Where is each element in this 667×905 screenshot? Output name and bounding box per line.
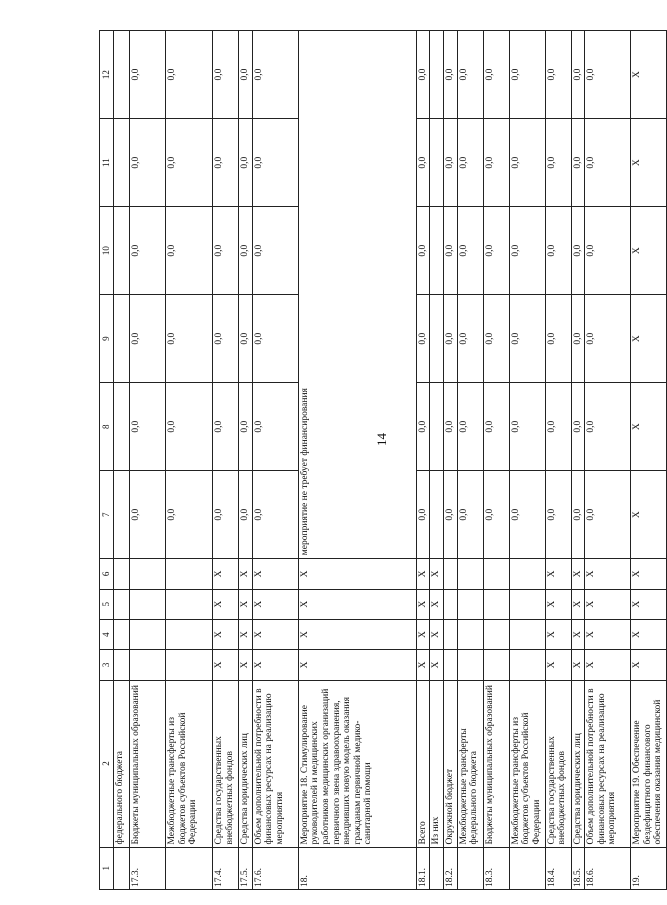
x-mark-cell: X: [545, 650, 571, 680]
value-cell: [114, 295, 130, 383]
value-cell: 0,0: [416, 119, 430, 207]
value-cell: [114, 559, 130, 589]
value-cell: [130, 650, 166, 680]
x-mark-cell: X: [252, 650, 298, 680]
x-mark-cell: X: [631, 207, 667, 295]
x-mark-cell: X: [239, 589, 253, 619]
column-header-12: 12: [100, 31, 114, 119]
value-cell: [483, 650, 509, 680]
table-row: [631, 31, 667, 890]
value-cell: [114, 471, 130, 559]
value-cell: [457, 650, 483, 680]
row-number: 18.: [298, 847, 416, 889]
x-mark-cell: X: [631, 31, 667, 119]
x-mark-cell: X: [298, 650, 416, 680]
value-cell: 0,0: [252, 383, 298, 471]
value-cell: [166, 650, 213, 680]
table-row: [298, 31, 416, 890]
value-cell: 0,0: [585, 295, 631, 383]
x-mark-cell: X: [545, 619, 571, 649]
column-header-5: 5: [100, 589, 114, 619]
value-cell: [430, 471, 444, 559]
value-cell: 0,0: [483, 207, 509, 295]
row-name: федерального бюджета: [114, 680, 130, 847]
x-mark-cell: X: [252, 589, 298, 619]
x-mark-cell: X: [416, 589, 430, 619]
value-cell: 0,0: [483, 471, 509, 559]
value-cell: 0,0: [571, 31, 585, 119]
value-cell: 0,0: [213, 31, 239, 119]
value-cell: 0,0: [239, 295, 253, 383]
x-mark-cell: X: [545, 559, 571, 589]
value-cell: 0,0: [545, 383, 571, 471]
value-cell: 0,0: [416, 207, 430, 295]
row-number: 18.1.: [416, 847, 430, 889]
value-cell: 0,0: [213, 471, 239, 559]
x-mark-cell: X: [416, 650, 430, 680]
merged-note-cell: мероприятие не требует финансирования: [298, 31, 416, 559]
x-mark-cell: X: [585, 650, 631, 680]
value-cell: 0,0: [213, 207, 239, 295]
row-name: Объем дополнительной потребности в финансовых ресурсах на реализацию мероприятия: [585, 680, 631, 847]
value-cell: 0,0: [509, 119, 545, 207]
value-cell: 0,0: [213, 295, 239, 383]
value-cell: [483, 619, 509, 649]
value-cell: 0,0: [416, 383, 430, 471]
table-row: [509, 31, 545, 890]
page-number: 14: [374, 433, 389, 446]
value-cell: [130, 589, 166, 619]
row-number: 18.6.: [585, 847, 631, 889]
value-cell: [509, 559, 545, 589]
value-cell: 0,0: [166, 31, 213, 119]
column-header-9: 9: [100, 295, 114, 383]
value-cell: [443, 650, 457, 680]
value-cell: [114, 650, 130, 680]
x-mark-cell: X: [213, 619, 239, 649]
value-cell: [114, 31, 130, 119]
x-mark-cell: X: [571, 589, 585, 619]
value-cell: [114, 619, 130, 649]
row-number: [166, 847, 213, 889]
column-header-3: 3: [100, 650, 114, 680]
value-cell: 0,0: [213, 119, 239, 207]
value-cell: 0,0: [443, 207, 457, 295]
x-mark-cell: X: [430, 559, 444, 589]
row-number: [114, 847, 130, 889]
x-mark-cell: X: [239, 650, 253, 680]
x-mark-cell: X: [631, 559, 667, 589]
value-cell: 0,0: [239, 31, 253, 119]
row-number: 19.: [631, 847, 667, 889]
value-cell: 0,0: [239, 119, 253, 207]
value-cell: 0,0: [457, 471, 483, 559]
x-mark-cell: X: [585, 619, 631, 649]
value-cell: 0,0: [571, 207, 585, 295]
x-mark-cell: X: [213, 589, 239, 619]
value-cell: 0,0: [130, 31, 166, 119]
value-cell: [430, 207, 444, 295]
value-cell: 0,0: [416, 295, 430, 383]
x-mark-cell: X: [585, 559, 631, 589]
row-number: [509, 847, 545, 889]
row-name: Бюджеты муниципальных образований: [130, 680, 166, 847]
value-cell: 0,0: [443, 295, 457, 383]
x-mark-cell: X: [298, 589, 416, 619]
value-cell: 0,0: [252, 471, 298, 559]
value-cell: [509, 650, 545, 680]
value-cell: [443, 589, 457, 619]
value-cell: 0,0: [166, 383, 213, 471]
rotated-page: [99, 30, 664, 890]
x-mark-cell: X: [545, 589, 571, 619]
table-row: [416, 31, 430, 890]
row-number: [457, 847, 483, 889]
value-cell: [114, 589, 130, 619]
x-mark-cell: X: [430, 619, 444, 649]
value-cell: 0,0: [166, 295, 213, 383]
value-cell: 0,0: [571, 383, 585, 471]
value-cell: 0,0: [585, 471, 631, 559]
row-name: Мероприятие 19. Обеспечение бездефицитного финансового обеспечения оказания медицинской: [631, 680, 667, 847]
value-cell: 0,0: [509, 471, 545, 559]
value-cell: 0,0: [130, 471, 166, 559]
value-cell: [483, 559, 509, 589]
x-mark-cell: X: [631, 471, 667, 559]
value-cell: 0,0: [545, 295, 571, 383]
value-cell: [430, 295, 444, 383]
x-mark-cell: X: [571, 619, 585, 649]
value-cell: 0,0: [585, 119, 631, 207]
row-name: Объем дополнительной потребности в финансовых ресурсах на реализацию мероприятия: [252, 680, 298, 847]
row-name: Межбюджетные трансферты федерального бюджета: [457, 680, 483, 847]
x-mark-cell: X: [416, 559, 430, 589]
x-mark-cell: X: [430, 650, 444, 680]
table-row: [114, 31, 130, 890]
row-number: [430, 847, 444, 889]
column-header-11: 11: [100, 119, 114, 207]
x-mark-cell: X: [631, 295, 667, 383]
value-cell: 0,0: [545, 119, 571, 207]
x-mark-cell: X: [213, 650, 239, 680]
row-name: Межбюджетные трансферты из бюджетов субъектов Российской Федерации: [509, 680, 545, 847]
table-row: [585, 31, 631, 890]
x-mark-cell: X: [430, 589, 444, 619]
column-header-6: 6: [100, 559, 114, 589]
row-name: Бюджеты муниципальных образований: [483, 680, 509, 847]
value-cell: [114, 119, 130, 207]
row-name: Средства государственных внебюджетных фондов: [213, 680, 239, 847]
x-mark-cell: X: [298, 559, 416, 589]
value-cell: 0,0: [416, 31, 430, 119]
value-cell: [430, 383, 444, 471]
value-cell: 0,0: [585, 207, 631, 295]
value-cell: 0,0: [545, 471, 571, 559]
value-cell: 0,0: [457, 31, 483, 119]
value-cell: 0,0: [509, 31, 545, 119]
row-number: 17.5.: [239, 847, 253, 889]
value-cell: 0,0: [416, 471, 430, 559]
value-cell: [443, 559, 457, 589]
value-cell: 0,0: [130, 119, 166, 207]
value-cell: 0,0: [457, 207, 483, 295]
value-cell: [114, 383, 130, 471]
row-name: Средства юридических лиц: [571, 680, 585, 847]
table-row: [545, 31, 571, 890]
value-cell: 0,0: [509, 295, 545, 383]
value-cell: 0,0: [585, 31, 631, 119]
value-cell: 0,0: [130, 207, 166, 295]
value-cell: 0,0: [571, 471, 585, 559]
column-number-row: [100, 31, 114, 890]
value-cell: 0,0: [457, 119, 483, 207]
row-name: Мероприятие 18. Стимулирование руководителей и медицинских работников медицинских организаций первичного звена здравоохранения, внедривших новую модель оказания гражданам первичной медико-санитарной помощи: [298, 680, 416, 847]
value-cell: [130, 619, 166, 649]
value-cell: [509, 589, 545, 619]
value-cell: 0,0: [509, 383, 545, 471]
x-mark-cell: X: [213, 559, 239, 589]
column-header-10: 10: [100, 207, 114, 295]
column-header-1: 1: [100, 847, 114, 889]
x-mark-cell: X: [631, 589, 667, 619]
value-cell: 0,0: [483, 119, 509, 207]
column-header-8: 8: [100, 383, 114, 471]
row-name: Всего: [416, 680, 430, 847]
row-number: 18.4.: [545, 847, 571, 889]
table-body: [100, 31, 667, 890]
value-cell: 0,0: [457, 295, 483, 383]
row-number: 18.2.: [443, 847, 457, 889]
column-header-2: 2: [100, 680, 114, 847]
value-cell: [443, 619, 457, 649]
value-cell: [483, 589, 509, 619]
value-cell: 0,0: [483, 383, 509, 471]
table-row: [457, 31, 483, 890]
value-cell: [457, 619, 483, 649]
x-mark-cell: X: [239, 619, 253, 649]
column-header-7: 7: [100, 471, 114, 559]
x-mark-cell: X: [631, 119, 667, 207]
x-mark-cell: X: [252, 559, 298, 589]
value-cell: 0,0: [509, 207, 545, 295]
value-cell: 0,0: [483, 295, 509, 383]
value-cell: [130, 559, 166, 589]
value-cell: 0,0: [252, 207, 298, 295]
value-cell: 0,0: [571, 295, 585, 383]
row-name: Средства юридических лиц: [239, 680, 253, 847]
table-row: [130, 31, 166, 890]
value-cell: 0,0: [166, 207, 213, 295]
x-mark-cell: X: [631, 650, 667, 680]
value-cell: 0,0: [130, 295, 166, 383]
x-mark-cell: X: [571, 559, 585, 589]
row-number: 18.5.: [571, 847, 585, 889]
value-cell: 0,0: [457, 383, 483, 471]
value-cell: 0,0: [585, 383, 631, 471]
value-cell: [457, 559, 483, 589]
x-mark-cell: X: [585, 589, 631, 619]
value-cell: 0,0: [213, 383, 239, 471]
value-cell: [430, 31, 444, 119]
value-cell: 0,0: [545, 207, 571, 295]
value-cell: 0,0: [443, 31, 457, 119]
value-cell: [166, 589, 213, 619]
value-cell: 0,0: [571, 119, 585, 207]
table-row: [483, 31, 509, 890]
row-name: Средства государственных внебюджетных фондов: [545, 680, 571, 847]
x-mark-cell: X: [239, 559, 253, 589]
value-cell: 0,0: [443, 471, 457, 559]
value-cell: 0,0: [166, 471, 213, 559]
value-cell: 0,0: [252, 31, 298, 119]
value-cell: [457, 589, 483, 619]
row-name: Межбюджетные трансферты из бюджетов субъектов Российской Федерации: [166, 680, 213, 847]
value-cell: [166, 559, 213, 589]
value-cell: [509, 619, 545, 649]
table-row: [430, 31, 444, 890]
table-row: [443, 31, 457, 890]
x-mark-cell: X: [631, 383, 667, 471]
value-cell: 0,0: [443, 383, 457, 471]
row-number: 17.3.: [130, 847, 166, 889]
row-number: 17.4.: [213, 847, 239, 889]
financing-table: [99, 30, 667, 890]
row-number: 18.3.: [483, 847, 509, 889]
table-row: [166, 31, 213, 890]
x-mark-cell: X: [298, 619, 416, 649]
value-cell: 0,0: [130, 383, 166, 471]
value-cell: 0,0: [545, 31, 571, 119]
row-number: 17.6.: [252, 847, 298, 889]
value-cell: [114, 207, 130, 295]
table-row: [571, 31, 585, 890]
value-cell: 0,0: [239, 383, 253, 471]
row-name: Окружной бюджет: [443, 680, 457, 847]
x-mark-cell: X: [631, 619, 667, 649]
value-cell: 0,0: [239, 207, 253, 295]
x-mark-cell: X: [416, 619, 430, 649]
column-header-4: 4: [100, 619, 114, 649]
table-row: [239, 31, 253, 890]
value-cell: 0,0: [166, 119, 213, 207]
table-row: [213, 31, 239, 890]
value-cell: 0,0: [483, 31, 509, 119]
value-cell: 0,0: [252, 295, 298, 383]
value-cell: 0,0: [443, 119, 457, 207]
x-mark-cell: X: [571, 650, 585, 680]
row-name: Из них: [430, 680, 444, 847]
table-row: [252, 31, 298, 890]
value-cell: [166, 619, 213, 649]
value-cell: 0,0: [239, 471, 253, 559]
value-cell: [430, 119, 444, 207]
value-cell: 0,0: [252, 119, 298, 207]
x-mark-cell: X: [252, 619, 298, 649]
